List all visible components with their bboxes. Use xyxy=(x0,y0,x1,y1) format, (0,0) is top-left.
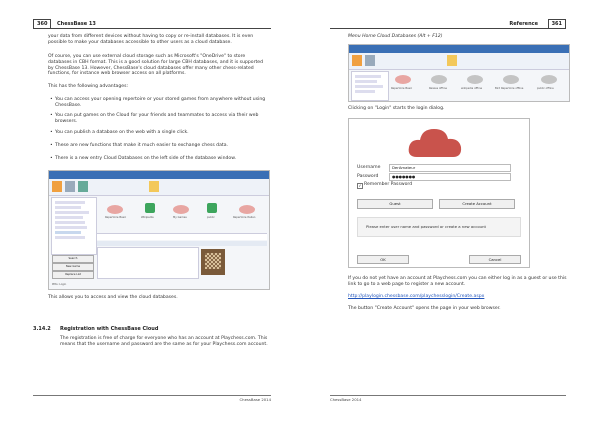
left-page-number: 360 xyxy=(33,19,51,29)
ribbon-bar xyxy=(349,45,569,53)
dialog-message: Please enter user name and password or create a new account xyxy=(366,224,486,229)
left-header xyxy=(33,20,271,29)
database-tree xyxy=(351,71,389,101)
login-dialog xyxy=(348,118,530,268)
bullet-item: • These are new functions that make it much easier to exchange chess data. xyxy=(50,143,228,148)
tile-label: Wikipedia xyxy=(141,216,154,219)
cloud-offline-icon[interactable] xyxy=(541,75,557,84)
cloud-offline-icon[interactable] xyxy=(431,75,447,84)
ribbon-toolbar xyxy=(49,179,269,196)
password-label: Password xyxy=(357,174,379,179)
toolbar-icon xyxy=(78,181,88,192)
guest-button[interactable]: Guest xyxy=(357,199,433,209)
tile-label: wikipedia offline xyxy=(461,87,483,90)
right-footer: ChessBase 2014 xyxy=(330,395,566,402)
cloud-logo-icon xyxy=(407,125,463,159)
toolbar-icon xyxy=(365,55,375,66)
advantages-intro: This has the following advantages: xyxy=(48,84,129,89)
right-header xyxy=(330,20,566,29)
menu-path: Menu Home Cloud Databases (Alt + F12) xyxy=(348,34,443,39)
bullet-item: • There is a new entry Cloud Databases on the left side of the database window. xyxy=(50,156,237,161)
right-page xyxy=(300,0,600,424)
toolbar-icon xyxy=(149,181,159,192)
ribbon-toolbar xyxy=(349,53,569,70)
account-note: If you do not yet have an account at Playchess.com you can either log in as a guest or use this link to go to a web page to register a new account. xyxy=(348,276,567,287)
cloud-ribbon-screenshot xyxy=(348,44,570,102)
register-link[interactable]: http://playlogin.chessbase.com/playchesslogin/Create.aspx xyxy=(348,294,485,299)
tile-label: public offline xyxy=(537,87,554,90)
bullet-item: • You can put games on the Cloud for your friends and teammates to access via their web browsers. xyxy=(50,113,259,124)
remember-checkbox[interactable]: ✓ xyxy=(358,183,362,188)
username-input[interactable]: DerAmateur xyxy=(389,164,511,172)
status-strip xyxy=(97,233,267,240)
status-text: Pitts: Login xyxy=(52,283,67,286)
username-label: Username xyxy=(357,165,381,170)
tile-label: Bird Repertoire offline xyxy=(495,87,524,90)
right-page-number: 361 xyxy=(548,19,566,29)
tile-label: My Games xyxy=(173,216,187,219)
cloud-button-icon xyxy=(52,181,62,192)
new-game-button[interactable]: New Game xyxy=(52,263,94,271)
database-tree xyxy=(51,197,97,255)
share-icon[interactable] xyxy=(207,203,217,213)
toolbar-icon xyxy=(65,181,75,192)
ok-button[interactable]: OK xyxy=(357,255,409,264)
search-button[interactable]: Search xyxy=(52,255,94,263)
message-panel xyxy=(357,217,521,237)
para-1: your data from different devices without having to copy or re-install databases. It is even possible to make your databases accessible to other users as a cloud database. xyxy=(48,34,254,45)
para-2: Of course, you can use external cloud storage such as Microsoft's "OneDrive" to store databases in CBH format. This is a good solution for large CBH databases, and it is supported by ChessBase 13. However, ChessBase's cloud databases offer many other chess-related functions, for instance web browser access on all platforms. xyxy=(48,54,264,77)
replace-list-button[interactable]: Replace List xyxy=(52,271,94,279)
tile-label: Repertoire Italian xyxy=(233,216,256,219)
cloud-offline-icon[interactable] xyxy=(467,75,483,84)
cloud-icon[interactable] xyxy=(107,205,123,214)
section-number: 3.14.2 xyxy=(33,326,51,332)
cloud-icon[interactable] xyxy=(173,205,189,214)
database-window-screenshot xyxy=(48,170,270,290)
tile-label: Repertoire Basic xyxy=(105,216,127,219)
section-text: The registration is free of charge for everyone who has an account at Playchess.com. This means that the username and password are the same as for your Playchess.com account. xyxy=(60,336,268,347)
section-title: Registration with ChessBase Cloud xyxy=(60,326,159,332)
screenshot-caption: This allows you to access and view the cloud databases. xyxy=(48,295,178,300)
toolbar-icon xyxy=(447,55,457,66)
cloud-icon[interactable] xyxy=(239,205,255,214)
login-intro: Clicking on "Login" starts the login dialog. xyxy=(348,106,445,111)
remember-label: Remember Password xyxy=(364,182,413,187)
create-account-button[interactable]: Create Account xyxy=(439,199,515,209)
final-text: The button "Create Account" opens the page in your web browser. xyxy=(348,306,501,311)
tile-label: public xyxy=(207,216,215,219)
cloud-icon[interactable] xyxy=(395,75,411,84)
tile-label: Reiwes offline xyxy=(429,87,447,90)
password-input[interactable]: ●●●●●●● xyxy=(389,173,511,181)
chess-board-icon xyxy=(201,249,225,275)
bullet-item: • You can access your opening repertoire or your stored games from anywhere without using ChessBase. xyxy=(50,97,266,108)
cancel-button[interactable]: Cancel xyxy=(469,255,521,264)
ribbon-bar xyxy=(49,171,269,179)
tile-label: Repertoire Basic xyxy=(391,87,413,90)
right-running-head: Reference xyxy=(509,21,538,27)
cloud-offline-icon[interactable] xyxy=(503,75,519,84)
left-footer: ChessBase 2014 xyxy=(33,395,271,402)
share-icon[interactable] xyxy=(145,203,155,213)
toolbar-icon xyxy=(352,55,362,66)
left-running-head: ChessBase 13 xyxy=(57,21,96,27)
game-list xyxy=(97,247,199,279)
bullet-item: • You can publish a database on the web with a single click. xyxy=(50,130,189,135)
list-toolbar xyxy=(97,241,267,246)
